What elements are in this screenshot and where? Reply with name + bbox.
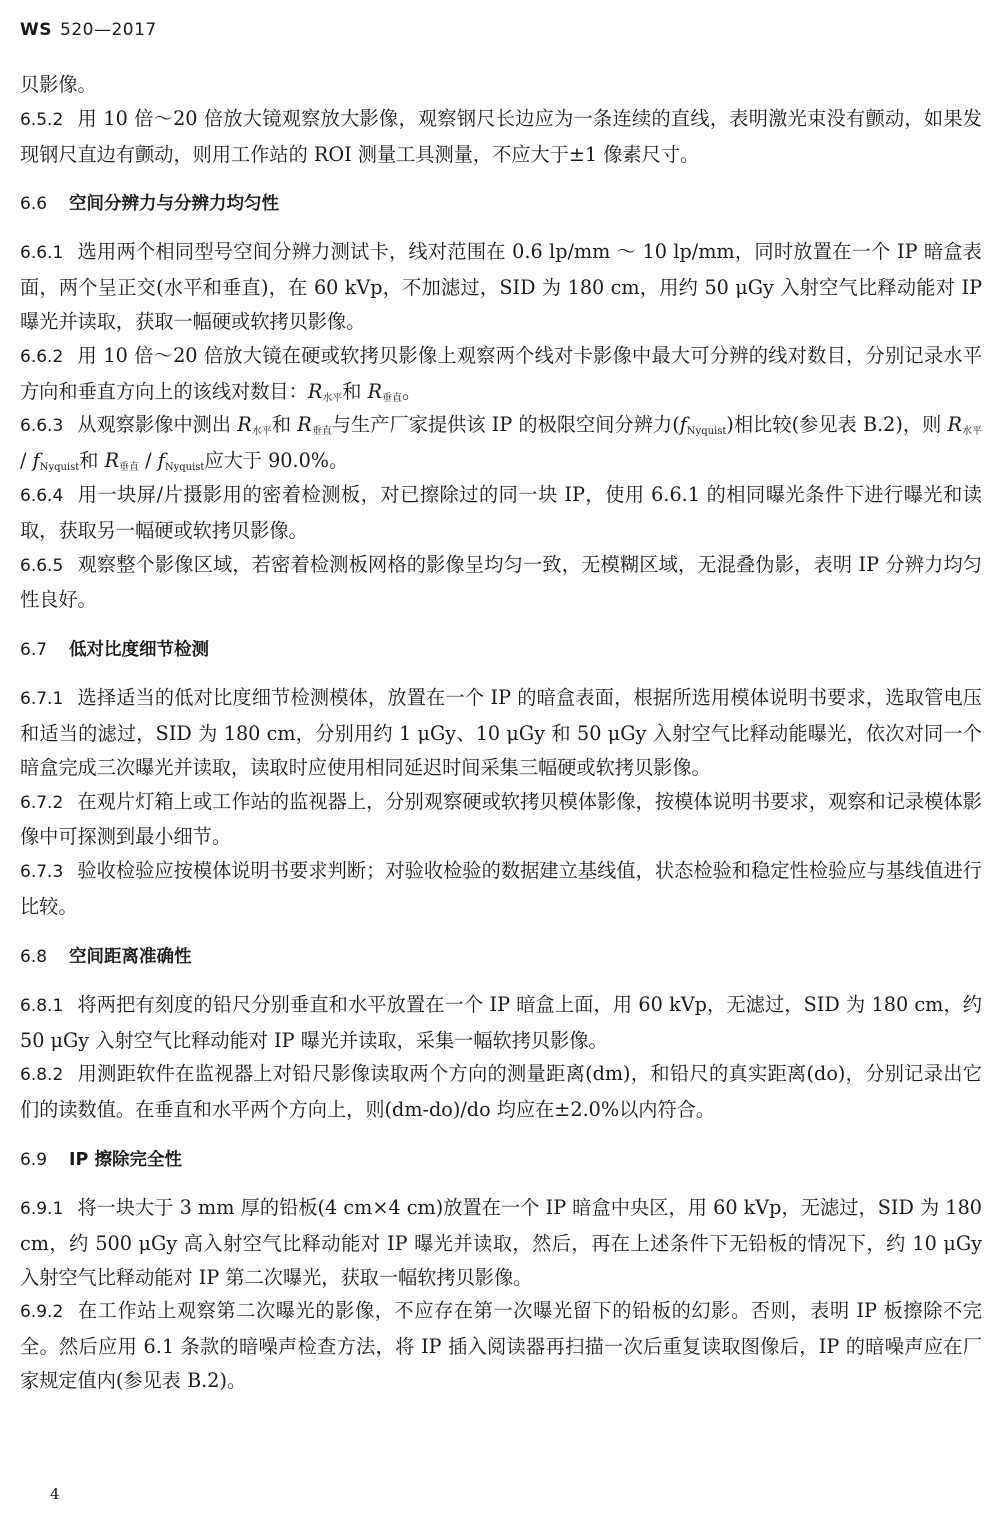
clause-text: 在工作站上观察第二次曝光的影像，不应存在第一次曝光留下的铅板的幻影。否则，表明 IP 板擦除不完全。然后应用 6.1 条款的暗噪声检查方法，将 IP 插入阅读器再扫描一次后重复读取图像后，IP 的暗噪声应在厂家规定值内(参见表 B.2)。: [20, 1299, 982, 1392]
page-header: [20, 20, 157, 40]
clause-number: 6.6.3: [20, 416, 64, 437]
clause-number: 6.8.1: [20, 995, 64, 1016]
section-title: 空间分辨力与分辨力均匀性: [69, 194, 280, 215]
symbol-f: f: [157, 449, 165, 473]
subscript-nyquist: Nyquist: [39, 462, 80, 474]
section-heading-6-6: [20, 191, 982, 217]
clause-number: 6.9.2: [20, 1302, 64, 1323]
clause-6-8-1: [20, 988, 982, 1058]
clause-text: 应大于 90.0%。: [204, 449, 349, 473]
clause-6-8-2: [20, 1057, 982, 1127]
subscript-horizontal: 水平: [322, 392, 343, 404]
subscript-vertical: 垂直: [311, 426, 332, 438]
clause-6-9-2: [20, 1294, 982, 1397]
slash: /: [145, 449, 152, 473]
subscript-nyquist: Nyquist: [164, 462, 205, 474]
section-title: 空间距离准确性: [69, 946, 192, 967]
section-title: 低对比度细节检测: [69, 640, 210, 661]
clause-text: 将一块大于 3 mm 厚的铅板(4 cm×4 cm)放置在一个 IP 暗盒中央区，用 60 kVp，无滤过，SID 为 180 cm，约 500 μGy 高入射空气比释动能对 IP 曝光并读取，然后，再在上述条件下无铅板的情况下，约 10 μGy 入射空气比释动能对 IP 第二次曝光，获取一幅软拷贝影像。: [20, 1195, 982, 1289]
symbol-r: R: [947, 413, 962, 437]
clause-text: 观察整个影像区域，若密着检测板网格的影像呈均匀一致，无模糊区域，无混叠伪影，表明 IP 分辨力均匀性良好。: [20, 552, 982, 612]
symbol-r: R: [367, 379, 383, 403]
standard-code: WS: [20, 20, 52, 40]
section-number: 6.9: [20, 1149, 48, 1170]
clause-text: 选用两个相同型号空间分辨力测试卡，线对范围在 0.6 lp/mm ～ 10 lp/mm，同时放置在一个 IP 暗盒表面，两个呈正交(水平和垂直)，在 60 kVp，不加滤过，SID 为 180 cm，用约 50 μGy 入射空气比释动能对 IP 曝光并读取，获取一幅硬或软拷贝影像。: [20, 240, 982, 333]
conjunction: 和: [342, 379, 362, 403]
clause-6-7-2: [20, 785, 982, 855]
clause-text: 在观片灯箱上或工作站的监视器上，分别观察硬或软拷贝模体影像，按模体说明书要求，观察和记录模体影像中可探测到最小细节。: [20, 789, 982, 849]
clause-6-6-2: [20, 339, 982, 409]
document-body: [20, 68, 982, 1398]
period: 。: [402, 379, 422, 403]
paragraph-continuation: 贝影像。: [20, 73, 97, 96]
clause-number: 6.5.2: [20, 109, 64, 130]
clause-text: 验收检验应按模体说明书要求判断；对验收检验的数据建立基线值，状态检验和稳定性检验应与基线值进行比较。: [20, 859, 982, 918]
clause-number: 6.7.1: [20, 689, 64, 710]
standard-number: 520—2017: [60, 20, 157, 40]
symbol-r: R: [307, 379, 323, 403]
subscript-horizontal: 水平: [961, 426, 983, 438]
clause-text: 将两把有刻度的铅尺分别垂直和水平放置在一个 IP 暗盒上面，用 60 kVp，无滤过，SID 为 180 cm，约 50 μGy 入射空气比释动能对 IP 曝光并读取，采集一幅软拷贝影像。: [20, 992, 982, 1052]
section-number: 6.7: [20, 640, 48, 661]
section-heading-6-7: [20, 637, 982, 663]
clause-text: 用 10 倍～20 倍放大镜观察放大影像，观察钢尺长边应为一条连续的直线，表明激光束没有颤动，如果发现钢尺直边有颤动，则用工作站的 ROI 测量工具测量，不应大于±1 像素尺寸。: [20, 106, 982, 166]
clause-text: 用测距软件在监视器上对铅尺影像读取两个方向的测量距离(dm)，和铅尺的真实距离(do)，分别记录出它们的读数值。在垂直和水平两个方向上，则(dm-do)/do 均应在±2.0%以内符合。: [20, 1062, 982, 1122]
section-title: IP 擦除完全性: [69, 1149, 182, 1170]
clause-number: 6.6.1: [20, 243, 64, 264]
symbol-r: R: [237, 413, 252, 437]
section-heading-6-8: [20, 944, 982, 970]
clause-6-6-5: [20, 548, 982, 618]
clause-text: 用 10 倍～20 倍放大镜在硬或软拷贝影像上观察两个线对卡影像中最大可分辨的线对数目，分别记录水平方向和垂直方向上的该线对数目：: [20, 343, 982, 403]
clause-text: 从观察影像中测出: [77, 413, 232, 437]
subscript-horizontal: 水平: [251, 426, 272, 438]
slash: /: [20, 449, 27, 473]
clause-6-6-1: [20, 235, 982, 338]
clause-6-6-4: [20, 478, 982, 548]
clause-6-7-3: [20, 854, 982, 924]
symbol-r: R: [104, 449, 120, 473]
symbol-f: f: [679, 413, 687, 437]
clause-number: 6.7.3: [20, 862, 64, 883]
clause-text: 用一块屏/片摄影用的密着检测板，对已擦除过的同一块 IP，使用 6.6.1 的相同曝光条件下进行曝光和读取，获取另一幅硬或软拷贝影像。: [20, 482, 982, 542]
page-number: 4: [50, 1485, 60, 1503]
symbol-f: f: [32, 449, 40, 473]
clause-number: 6.6.2: [20, 346, 64, 367]
clause-number: 6.8.2: [20, 1065, 64, 1086]
clause-text: 与生产厂家提供该 IP 的极限空间分辨力(: [331, 413, 680, 437]
clause-6-9-1: [20, 1191, 982, 1294]
subscript-vertical: 垂直: [382, 392, 403, 404]
section-heading-6-9: [20, 1147, 982, 1173]
section-number: 6.8: [20, 946, 48, 967]
clause-number: 6.7.2: [20, 792, 64, 813]
clause-number: 6.6.5: [20, 555, 64, 576]
conjunction: 和: [271, 413, 292, 437]
clause-number: 6.6.4: [20, 485, 64, 506]
symbol-r: R: [297, 413, 312, 437]
clause-text: )相比较(参见表 B.2)，则: [726, 413, 942, 437]
clause-number: 6.9.1: [20, 1198, 64, 1219]
section-number: 6.6: [20, 194, 48, 215]
clause-6-5-2: [20, 102, 982, 172]
clause-6-7-1: [20, 681, 982, 784]
clause-6-6-3: [20, 408, 982, 478]
clause-text: 选择适当的低对比度细节检测模体，放置在一个 IP 的暗盒表面，根据所选用模体说明书要求，选取管电压和适当的滤过，SID 为 180 cm，分别用约 1 μGy、10 μGy 和 50 μGy 入射空气比释动能曝光，依次对同一个暗盒完成三次曝光并读取，读取时应使用相同延迟时间采集三幅硬或软拷贝影像。: [20, 686, 982, 779]
subscript-nyquist: Nyquist: [686, 426, 727, 438]
conjunction: 和: [79, 449, 99, 473]
subscript-vertical: 垂直: [119, 462, 140, 474]
